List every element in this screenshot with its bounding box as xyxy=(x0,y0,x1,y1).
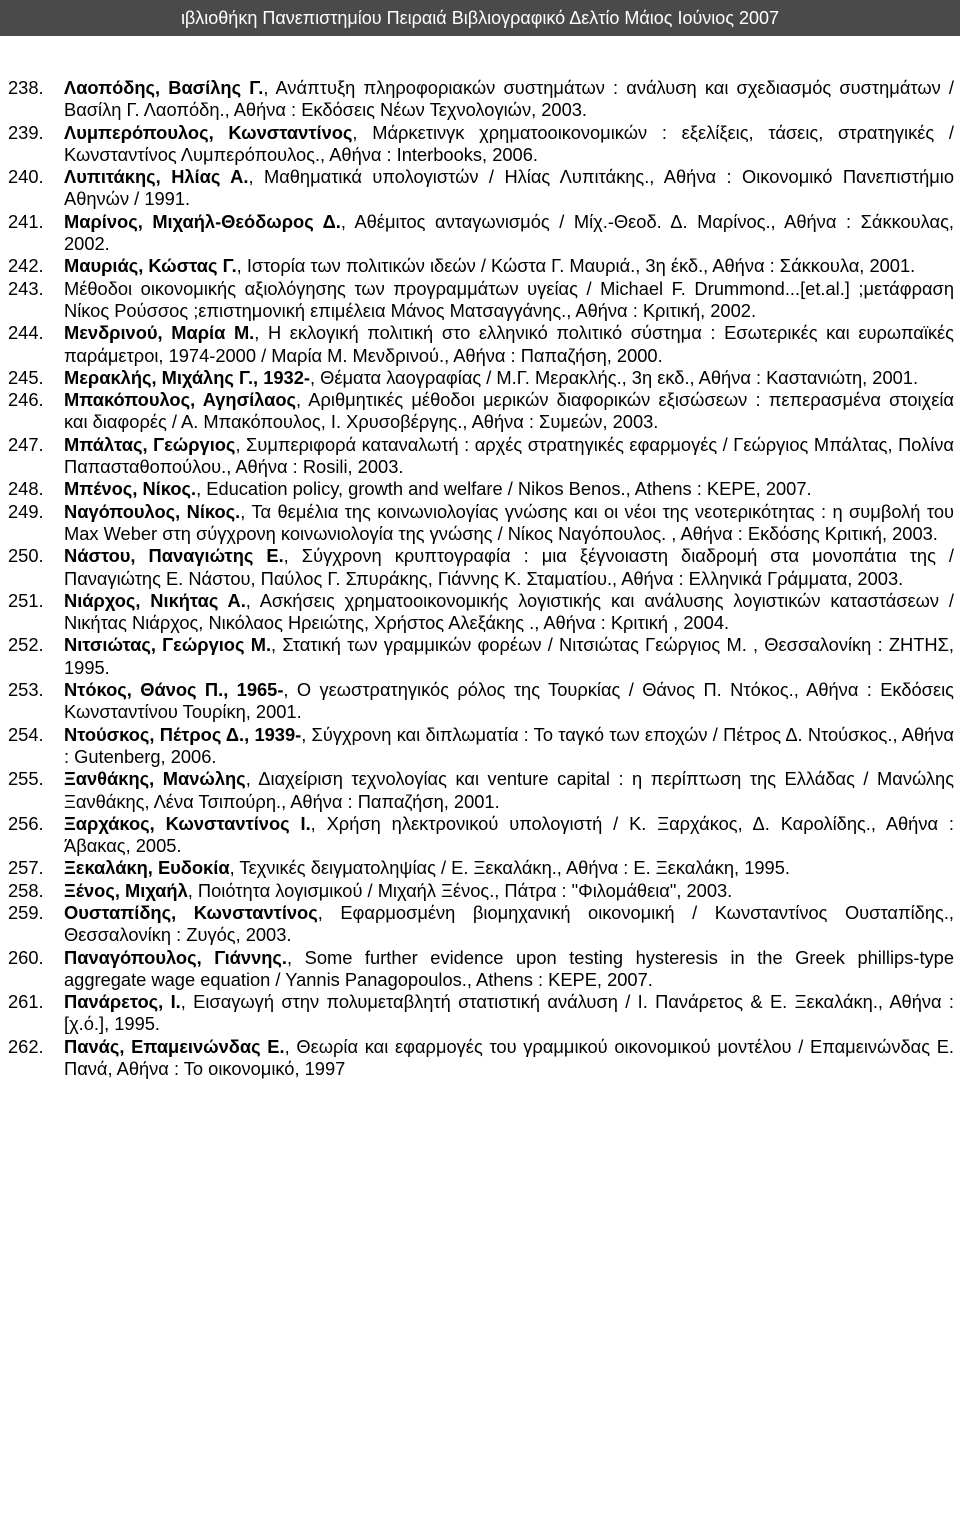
entry-text xyxy=(64,947,954,992)
entry-number: 239. xyxy=(8,121,44,143)
entry-number: 240. xyxy=(8,166,44,188)
entry-details: , Θέματα λαογραφίας / Μ.Γ. Μερακλής., 3η εκδ., Αθήνα : Καστανιώτη, 2001. xyxy=(309,366,919,388)
entry-author: Λυμπερόπουλος, Κωνσταντίνος xyxy=(64,121,353,143)
entry-text xyxy=(64,501,954,546)
entry-number: 247. xyxy=(8,433,44,455)
entry-author: Λυπιτάκης, Ηλίας Α. xyxy=(64,166,249,188)
entry-details: , Εισαγωγή στην πολυμεταβλητή στατιστική ανάλυση / Ι. Πανάρετος & Ε. Ξεκαλάκη., Αθήνα : [χ.ό.], 1995. xyxy=(64,991,954,1035)
entry-number: 241. xyxy=(8,210,44,232)
entry-number: 248. xyxy=(8,478,44,500)
entry-details: , Η εκλογική πολιτική στο ελληνικό πολιτικό σύστημα : Εσωτερικές και ευρωπαϊκές παράμετροι, 1974-2000 / Μαρία Μ. Μενδρινού., Αθήνα : Παπαζήση, 2000. xyxy=(64,322,954,366)
bibliography-list xyxy=(8,77,954,1080)
bibliography-entry xyxy=(8,322,954,367)
entry-author: Λαοπόδης, Βασίλης Γ. xyxy=(64,77,264,98)
entry-author: Μπένος, Νίκος. xyxy=(64,478,197,500)
bibliography-entry xyxy=(8,434,954,479)
entry-number: 252. xyxy=(8,634,44,656)
entry-number: 251. xyxy=(8,589,44,611)
entry-details: , Ποιότητα λογισμικού / Μιχαήλ Ξένος., Πάτρα : "Φιλομάθεια", 2003. xyxy=(187,879,733,901)
entry-details: , Σύγχρονη κρυπτογραφία : μια ξέγνοιαστη διαδρομή στα μονοπάτια της / Παναγιώτης Ε. Νάστου, Παύλος Γ. Σπυράκης, Γιάννης Κ. Σταματίου., Αθήνα : Ελληνικά Γράμματα, 2003. xyxy=(64,545,954,589)
entry-details: , Σύγχρονη και διπλωματία : Το ταγκό των εποχών / Πέτρος Δ. Ντούσκος., Αθήνα : Gutenberg, 2006. xyxy=(64,723,954,767)
entry-text xyxy=(64,278,954,323)
entry-details: , Διαχείριση τεχνολογίας και venture capital : η περίπτωση της Ελλάδας / Μανώλης Ξανθάκης, Λένα Τσιπούρη., Αθήνα : Παπαζήση, 2001. xyxy=(64,768,955,812)
entry-author: Ναγόπουλος, Νίκος. xyxy=(64,500,241,522)
entry-text xyxy=(64,1036,954,1081)
entry-number: 244. xyxy=(8,322,44,344)
bibliography-entry xyxy=(8,902,954,947)
entry-author: Ξανθάκης, Μανώλης xyxy=(64,768,246,790)
entry-number: 246. xyxy=(8,389,44,411)
entry-number: 249. xyxy=(8,500,44,522)
entry-text xyxy=(64,902,954,947)
entry-author: Νάστου, Παναγιώτης Ε. xyxy=(64,545,284,567)
entry-number: 262. xyxy=(8,1035,44,1057)
entry-number: 245. xyxy=(8,366,44,388)
entry-details: , Ο γεωστρατηγικός ρόλος της Τουρκίας / Θάνος Π. Ντόκος., Αθήνα : Εκδόσεις Κωνσταντίνου Τουρίκη, 2001. xyxy=(64,679,954,723)
bibliography-entry xyxy=(8,77,954,122)
entry-details: , Τεχνικές δειγματοληψίας / Ε. Ξεκαλάκη., Αθήνα : Ε. Ξεκαλάκη, 1995. xyxy=(229,857,790,879)
entry-number: 253. xyxy=(8,679,44,701)
entry-text xyxy=(64,255,954,277)
bibliography-entry xyxy=(8,389,954,434)
entry-author: Μερακλής, Μιχάλης Γ., 1932- xyxy=(64,366,310,388)
entry-author: Νιτσιώτας, Γεώργιος Μ. xyxy=(64,634,272,656)
bibliography-entry xyxy=(8,1036,954,1081)
bibliography-entry xyxy=(8,679,954,724)
entry-author: Μενδρινού, Μαρία Μ. xyxy=(64,322,255,344)
entry-details: , Χρήση ηλεκτρονικού υπολογιστή / Κ. Ξαρχάκος, Δ. Καρολίδης., Αθήνα : Άβακας, 2005. xyxy=(64,812,954,857)
entry-number: 258. xyxy=(8,879,44,901)
entry-text xyxy=(64,768,954,813)
entry-text xyxy=(64,991,954,1036)
entry-author: Ουσταπίδης, Κωνσταντίνος xyxy=(64,901,318,923)
entry-text xyxy=(64,545,954,590)
bibliography-entry xyxy=(8,122,954,167)
entry-details: , Ανάπτυξη πληροφοριακών συστημάτων : ανάλυση και σχεδιασμός συστημάτων / Βασίλη Γ. Λαοπόδη., Αθήνα : Εκδόσεις Νέων Τεχνολογιών, 2003. xyxy=(64,77,954,121)
entry-text xyxy=(64,122,954,167)
entry-number: 261. xyxy=(8,991,44,1013)
entry-details: , Εφαρμοσμένη βιομηχανική οικονομική / Κωνσταντίνος Ουσταπίδης., Θεσσαλονίκη : Ζυγός, 2003. xyxy=(64,901,954,946)
page-header xyxy=(0,0,960,36)
bibliography-entry xyxy=(8,501,954,546)
entry-text xyxy=(64,857,954,879)
bibliography-entry xyxy=(8,545,954,590)
entry-text xyxy=(64,367,954,389)
bibliography-entry xyxy=(8,367,954,389)
entry-number: 254. xyxy=(8,723,44,745)
entry-text xyxy=(64,813,954,858)
bibliography-entry xyxy=(8,278,954,323)
entry-author: Ξεκαλάκη, Ευδοκία xyxy=(64,857,230,879)
entry-details: , Some further evidence upon testing hysteresis in the Greek phillips-type aggregate wage equation / Yannis Panagopoulos., Athens : KEPE, 2007. xyxy=(64,946,955,990)
bibliography-entry xyxy=(8,634,954,679)
entry-number: 250. xyxy=(8,545,44,567)
entry-details: , Αριθμητικές μέθοδοι μερικών διαφορικών εξισώσεων : πεπερασμένα στοιχεία και διαφορές / Α. Μπακόπουλος, Ι. Χρυσοβέργης., Αθήνα : Συμεών, 2003. xyxy=(64,389,954,433)
entry-details: Μέθοδοι οικονομικής αξιολόγησης των προγραμμάτων υγείας / Michael F. Drummond...[et.al.] ;μετάφραση Νίκος Ρούσσος ;επιστημονική επιμέλεια Μάνος Ματσαγγάνης., Αθήνα : Κριτική, 2002. xyxy=(64,277,954,321)
entry-text xyxy=(64,880,954,902)
entry-text xyxy=(64,322,954,367)
bibliography-entry xyxy=(8,768,954,813)
entry-number: 242. xyxy=(8,255,44,277)
entry-author: Μπακόπουλος, Αγησίλαος xyxy=(64,389,297,411)
bibliography-entry xyxy=(8,166,954,211)
bibliography-entry xyxy=(8,478,954,500)
entry-author: Ξένος, Μιχαήλ xyxy=(64,879,188,901)
bibliography-entry xyxy=(8,813,954,858)
entry-details: , Μαθηματικά υπολογιστών / Ηλίας Λυπιτάκης., Αθήνα : Οικονομικό Πανεπιστήμιο Αθηνών / 1991. xyxy=(64,166,954,210)
entry-number: 243. xyxy=(8,277,44,299)
entry-details: , Στατική των γραμμικών φορέων / Νιτσιώτας Γεώργιος Μ. , Θεσσαλονίκη : ΖΗΤΗΣ, 1995. xyxy=(64,634,954,678)
bibliography-entry xyxy=(8,255,954,277)
entry-details: , Αθέμιτος ανταγωνισμός / Μίχ.-Θεοδ. Δ. Μαρίνος., Αθήνα : Σάκκουλας, 2002. xyxy=(64,210,954,255)
entry-text xyxy=(64,724,954,769)
entry-author: Μαρίνος, Μιχαήλ-Θεόδωρος Δ. xyxy=(64,210,341,232)
entry-text xyxy=(64,478,954,500)
entry-number: 256. xyxy=(8,812,44,834)
entry-text xyxy=(64,211,954,256)
entry-details: , Τα θεμέλια της κοινωνιολογίας γνώσης και οι νέοι της νεοτερικότητας : η συμβολή του Max Weber στη σύγχρονη κοινωνιολογία της γνώσης / Νίκος Ναγόπουλος. , Αθήνα : Εκδόσης Κριτική, 2003. xyxy=(64,500,954,544)
bibliography-entry xyxy=(8,724,954,769)
bibliography-entry xyxy=(8,880,954,902)
entry-text xyxy=(64,590,954,635)
entry-number: 257. xyxy=(8,857,44,879)
entry-author: Ντόκος, Θάνος Π., 1965- xyxy=(64,679,284,701)
entry-number: 238. xyxy=(8,77,44,98)
entry-details: , Συμπεριφορά καταναλωτή : αρχές στρατηγικές εφαρμογές / Γεώργιος Μπάλτας, Πολίνα Παπασταθοπούλου., Αθήνα : Rosili, 2003. xyxy=(64,433,955,478)
entry-author: Μπάλτας, Γεώργιος xyxy=(64,433,236,455)
entry-author: Ντούσκος, Πέτρος Δ., 1939- xyxy=(64,723,302,745)
entry-text xyxy=(64,166,954,211)
entry-author: Παναγόπουλος, Γιάννης. xyxy=(64,946,288,968)
bibliography-entry xyxy=(8,590,954,635)
entry-author: Μαυριάς, Κώστας Γ. xyxy=(64,255,237,277)
entry-author: Ξαρχάκος, Κωνσταντίνος Ι. xyxy=(64,812,311,834)
entry-details: , Θεωρία και εφαρμογές του γραμμικού οικονομικού μοντέλου / Επαμεινώνδας Ε. Πανά, Αθήνα : Το οικονομικό, 1997 xyxy=(64,1035,954,1080)
entry-number: 260. xyxy=(8,946,44,968)
entry-author: Πανάς, Επαμεινώνδας Ε. xyxy=(64,1035,285,1057)
entry-text xyxy=(64,679,954,724)
entry-number: 255. xyxy=(8,768,44,790)
entry-details: , Ασκήσεις χρηματοοικονομικής λογιστικής και ανάλυσης λογιστικών καταστάσεων / Νικήτας Νιάρχος, Νικόλαος Ηρειώτης, Χρήστος Αλεξάκης ., Αθήνα : Κριτική , 2004. xyxy=(64,589,954,634)
entry-number: 259. xyxy=(8,901,44,923)
bibliography-entry xyxy=(8,211,954,256)
bibliography-entry xyxy=(8,947,954,992)
entry-text xyxy=(64,389,954,434)
entry-author: Νιάρχος, Νικήτας Α. xyxy=(64,589,246,611)
entry-details: , Education policy, growth and welfare / Nikos Benos., Athens : KEPE, 2007. xyxy=(196,478,812,500)
header-title: ιβλιοθήκη Πανεπιστημίου Πειραιά Βιβλιογραφικό Δελτίο Μάιος Ιούνιος 2007 xyxy=(180,8,780,28)
entry-author: Πανάρετος, Ι. xyxy=(64,991,181,1013)
entry-details: , Ιστορία των πολιτικών ιδεών / Κώστα Γ. Μαυριά., 3η έκδ., Αθήνα : Σάκκουλα, 2001. xyxy=(236,255,916,277)
entry-text xyxy=(64,77,954,122)
entry-details: , Μάρκετινγκ χρηματοοικονομικών : εξελίξεις, τάσεις, στρατηγικές / Κωνσταντίνος Λυμπερόπουλος., Αθήνα : Interbooks, 2006. xyxy=(64,121,954,165)
entry-text xyxy=(64,634,954,679)
bibliography-entry xyxy=(8,991,954,1036)
entry-text xyxy=(64,434,954,479)
bibliography-entry xyxy=(8,857,954,879)
